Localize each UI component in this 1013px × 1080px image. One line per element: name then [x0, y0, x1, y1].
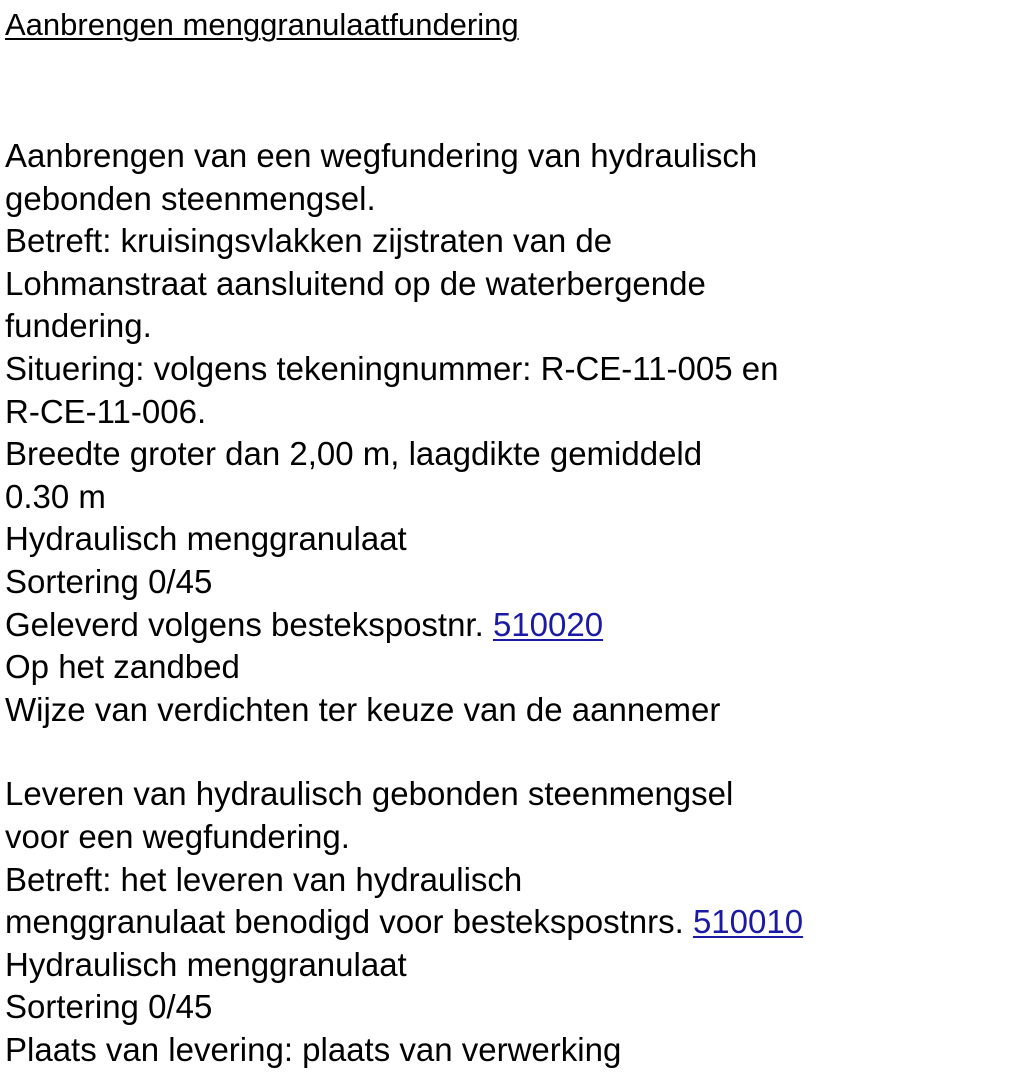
- text-line: Sortering 0/45: [5, 988, 213, 1026]
- document-title: Aanbrengen menggranulaatfundering: [5, 7, 519, 42]
- bestekspost-510010-link[interactable]: 510010: [692, 903, 804, 941]
- text-line: Plaats van levering: plaats van verwerking: [5, 1030, 622, 1068]
- text-line: Op het zandbed: [5, 648, 240, 686]
- required-prefix: menggranulaat benodigd voor bestekspostnrs.: [5, 903, 693, 941]
- delivered-prefix: Geleverd volgens bestekspostnr.: [5, 605, 493, 643]
- section-supply: [5, 773, 1005, 1071]
- text-line: Betreft: het leveren van hydraulisch: [5, 860, 523, 898]
- text-line: gebonden steenmengsel.: [5, 179, 376, 217]
- text-line: R-CE-11-006.: [5, 392, 207, 430]
- document-page: [5, 0, 1005, 1071]
- text-line: Lohmanstraat aansluitend op de waterbergende: [5, 264, 706, 302]
- text-line: Betreft: kruisingsvlakken zijstraten van de: [5, 222, 613, 260]
- required-line: [5, 901, 1005, 944]
- text-line: Wijze van verdichten ter keuze van de aannemer: [5, 690, 721, 728]
- text-line: Breedte groter dan 2,00 m, laagdikte gemiddeld: [5, 435, 703, 473]
- bestekspost-510020-link[interactable]: 510020: [492, 605, 604, 643]
- text-line: voor een wegfundering.: [5, 817, 350, 855]
- text-line: Sortering 0/45: [5, 562, 213, 600]
- text-line: Aanbrengen van een wegfundering van hydraulisch: [5, 137, 758, 174]
- text-line: Hydraulisch menggranulaat: [5, 520, 407, 558]
- text-line: Situering: volgens tekeningnummer: R-CE-11-005 en: [5, 349, 779, 387]
- text-line: Hydraulisch menggranulaat: [5, 945, 407, 983]
- text-line: Leveren van hydraulisch gebonden steenmengsel: [5, 775, 734, 813]
- section-installation: [5, 135, 1005, 731]
- delivered-line: [5, 604, 1005, 647]
- text-line: fundering.: [5, 307, 152, 345]
- text-line: 0.30 m: [5, 477, 106, 515]
